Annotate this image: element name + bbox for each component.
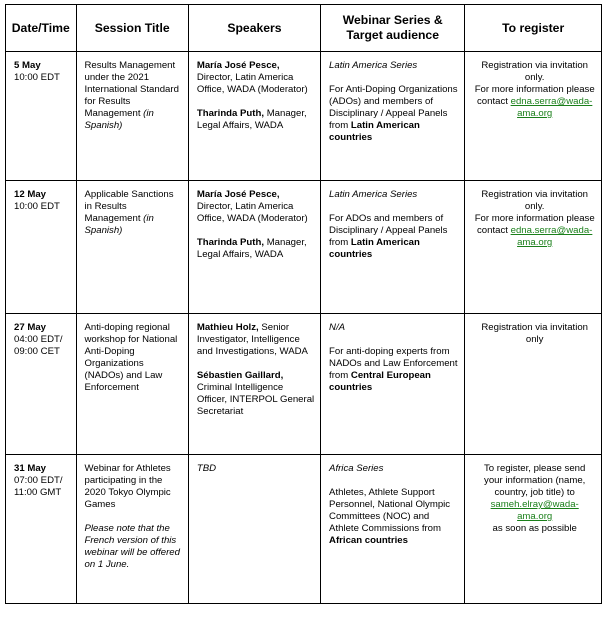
- session-title: Applicable Sanctions in Results Management: [84, 189, 174, 224]
- target-region: Central European countries: [329, 370, 431, 393]
- contact-info: For more information please contact: [474, 84, 595, 107]
- series-name: N/A: [329, 322, 346, 333]
- speaker-name: Tharinda Puth,: [196, 108, 265, 119]
- date-time-cell: [6, 314, 77, 455]
- table-row: [6, 455, 602, 604]
- registration-info: Registration via invitation only.: [481, 189, 588, 212]
- session-title-cell: [76, 455, 188, 604]
- session-date: 12 May: [14, 189, 46, 200]
- header-date-time: Date/Time: [6, 5, 77, 52]
- speaker-role: Criminal Intelligence Officer, INTERPOL General Secretariat: [196, 382, 315, 417]
- session-time: 07:00 EDT/ 11:00 GMT: [14, 475, 63, 498]
- target-audience: For anti-doping experts from NADOs and Law Enforcement from: [329, 346, 458, 381]
- speaker-role: Manager, Legal Affairs, WADA: [196, 237, 307, 260]
- register-cell: [465, 181, 602, 314]
- registration-info: To register, please send your information (name, country, job title) to: [484, 463, 586, 498]
- session-time: 10:00 EDT: [14, 72, 60, 83]
- speaker-role: Director, Latin America Office, WADA (Moderator): [196, 201, 308, 224]
- date-time-cell: [6, 181, 77, 314]
- speaker-name: Mathieu Holz,: [196, 322, 259, 333]
- contact-email-link[interactable]: sameh.elray@wada-ama.org: [490, 499, 579, 522]
- date-time-cell: [6, 52, 77, 181]
- target-audience: For ADOs and members of Disciplinary / Appeal Panels from: [329, 213, 448, 248]
- series-audience-cell: [321, 455, 465, 604]
- table-row: [6, 314, 602, 455]
- contact-email-link[interactable]: edna.serra@wada-ama.org: [510, 96, 593, 119]
- session-title: Webinar for Athletes participating in the 2020 Tokyo Olympic Games: [84, 463, 171, 510]
- session-title-cell: [76, 52, 188, 181]
- speaker-role: Director, Latin America Office, WADA (Moderator): [196, 72, 308, 95]
- session-title-cell: [76, 314, 188, 455]
- series-name: Latin America Series: [329, 60, 418, 71]
- register-cell: [465, 455, 602, 604]
- session-time: 04:00 EDT/ 09:00 CET: [14, 334, 63, 357]
- series-audience-cell: [321, 52, 465, 181]
- speaker-role: Manager, Legal Affairs, WADA: [196, 108, 307, 131]
- table-header-row: [6, 5, 602, 52]
- session-date: 27 May: [14, 322, 46, 333]
- webinar-schedule-table: [5, 4, 602, 604]
- speaker-role: Senior Investigator, Intelligence and Investigations, WADA: [196, 322, 308, 357]
- registration-info: Registration via invitation only: [481, 322, 588, 345]
- session-time: 10:00 EDT: [14, 201, 60, 212]
- speaker-name: Tharinda Puth,: [196, 237, 265, 248]
- session-title: Results Management under the 2021 International Standard for Results Management: [84, 60, 179, 119]
- target-region: Latin American countries: [329, 120, 420, 143]
- registration-deadline: as soon as possible: [492, 523, 577, 534]
- speakers-cell: [188, 181, 320, 314]
- speakers-cell: [188, 314, 320, 455]
- session-date: 31 May: [14, 463, 46, 474]
- target-audience: Athletes, Athlete Support Personnel, National Olympic Committees (NOC) and Athlete Commissions from: [329, 487, 451, 534]
- speakers-cell: [188, 52, 320, 181]
- speaker-name: María José Pesce,: [196, 60, 280, 71]
- header-speakers: Speakers: [188, 5, 320, 52]
- session-title: Anti-doping regional workshop for National Anti-Doping Organizations (NADOs) and Law Enforcement: [84, 322, 178, 393]
- session-date: 5 May: [14, 60, 41, 71]
- register-cell: [465, 314, 602, 455]
- header-session-title: Session Title: [76, 5, 188, 52]
- speakers-cell: [188, 455, 320, 604]
- registration-info: Registration via invitation only.: [481, 60, 588, 83]
- header-register: To register: [465, 5, 602, 52]
- speaker-name: Sébastien Gaillard,: [196, 370, 284, 381]
- series-audience-cell: [321, 314, 465, 455]
- session-language-note: (in Spanish): [84, 108, 154, 131]
- target-region: African countries: [329, 535, 408, 546]
- target-region: Latin American countries: [329, 237, 420, 260]
- contact-info: For more information please contact: [474, 213, 595, 236]
- speaker-name: María José Pesce,: [196, 189, 280, 200]
- register-cell: [465, 52, 602, 181]
- session-title-cell: [76, 181, 188, 314]
- table-row: [6, 181, 602, 314]
- date-time-cell: [6, 455, 77, 604]
- speakers-tbd: TBD: [196, 463, 217, 474]
- series-name: Africa Series: [329, 463, 384, 474]
- session-french-note: Please note that the French version of this webinar will be offered on 1 June.: [84, 523, 180, 570]
- table-row: [6, 52, 602, 181]
- session-language-note: (in Spanish): [84, 213, 154, 236]
- series-name: Latin America Series: [329, 189, 418, 200]
- contact-email-link[interactable]: edna.serra@wada-ama.org: [510, 225, 593, 248]
- header-series-audience: Webinar Series & Target audience: [321, 5, 465, 52]
- target-audience: For Anti-Doping Organizations (ADOs) and members of Disciplinary / Appeal Panels from: [329, 84, 458, 131]
- series-audience-cell: [321, 181, 465, 314]
